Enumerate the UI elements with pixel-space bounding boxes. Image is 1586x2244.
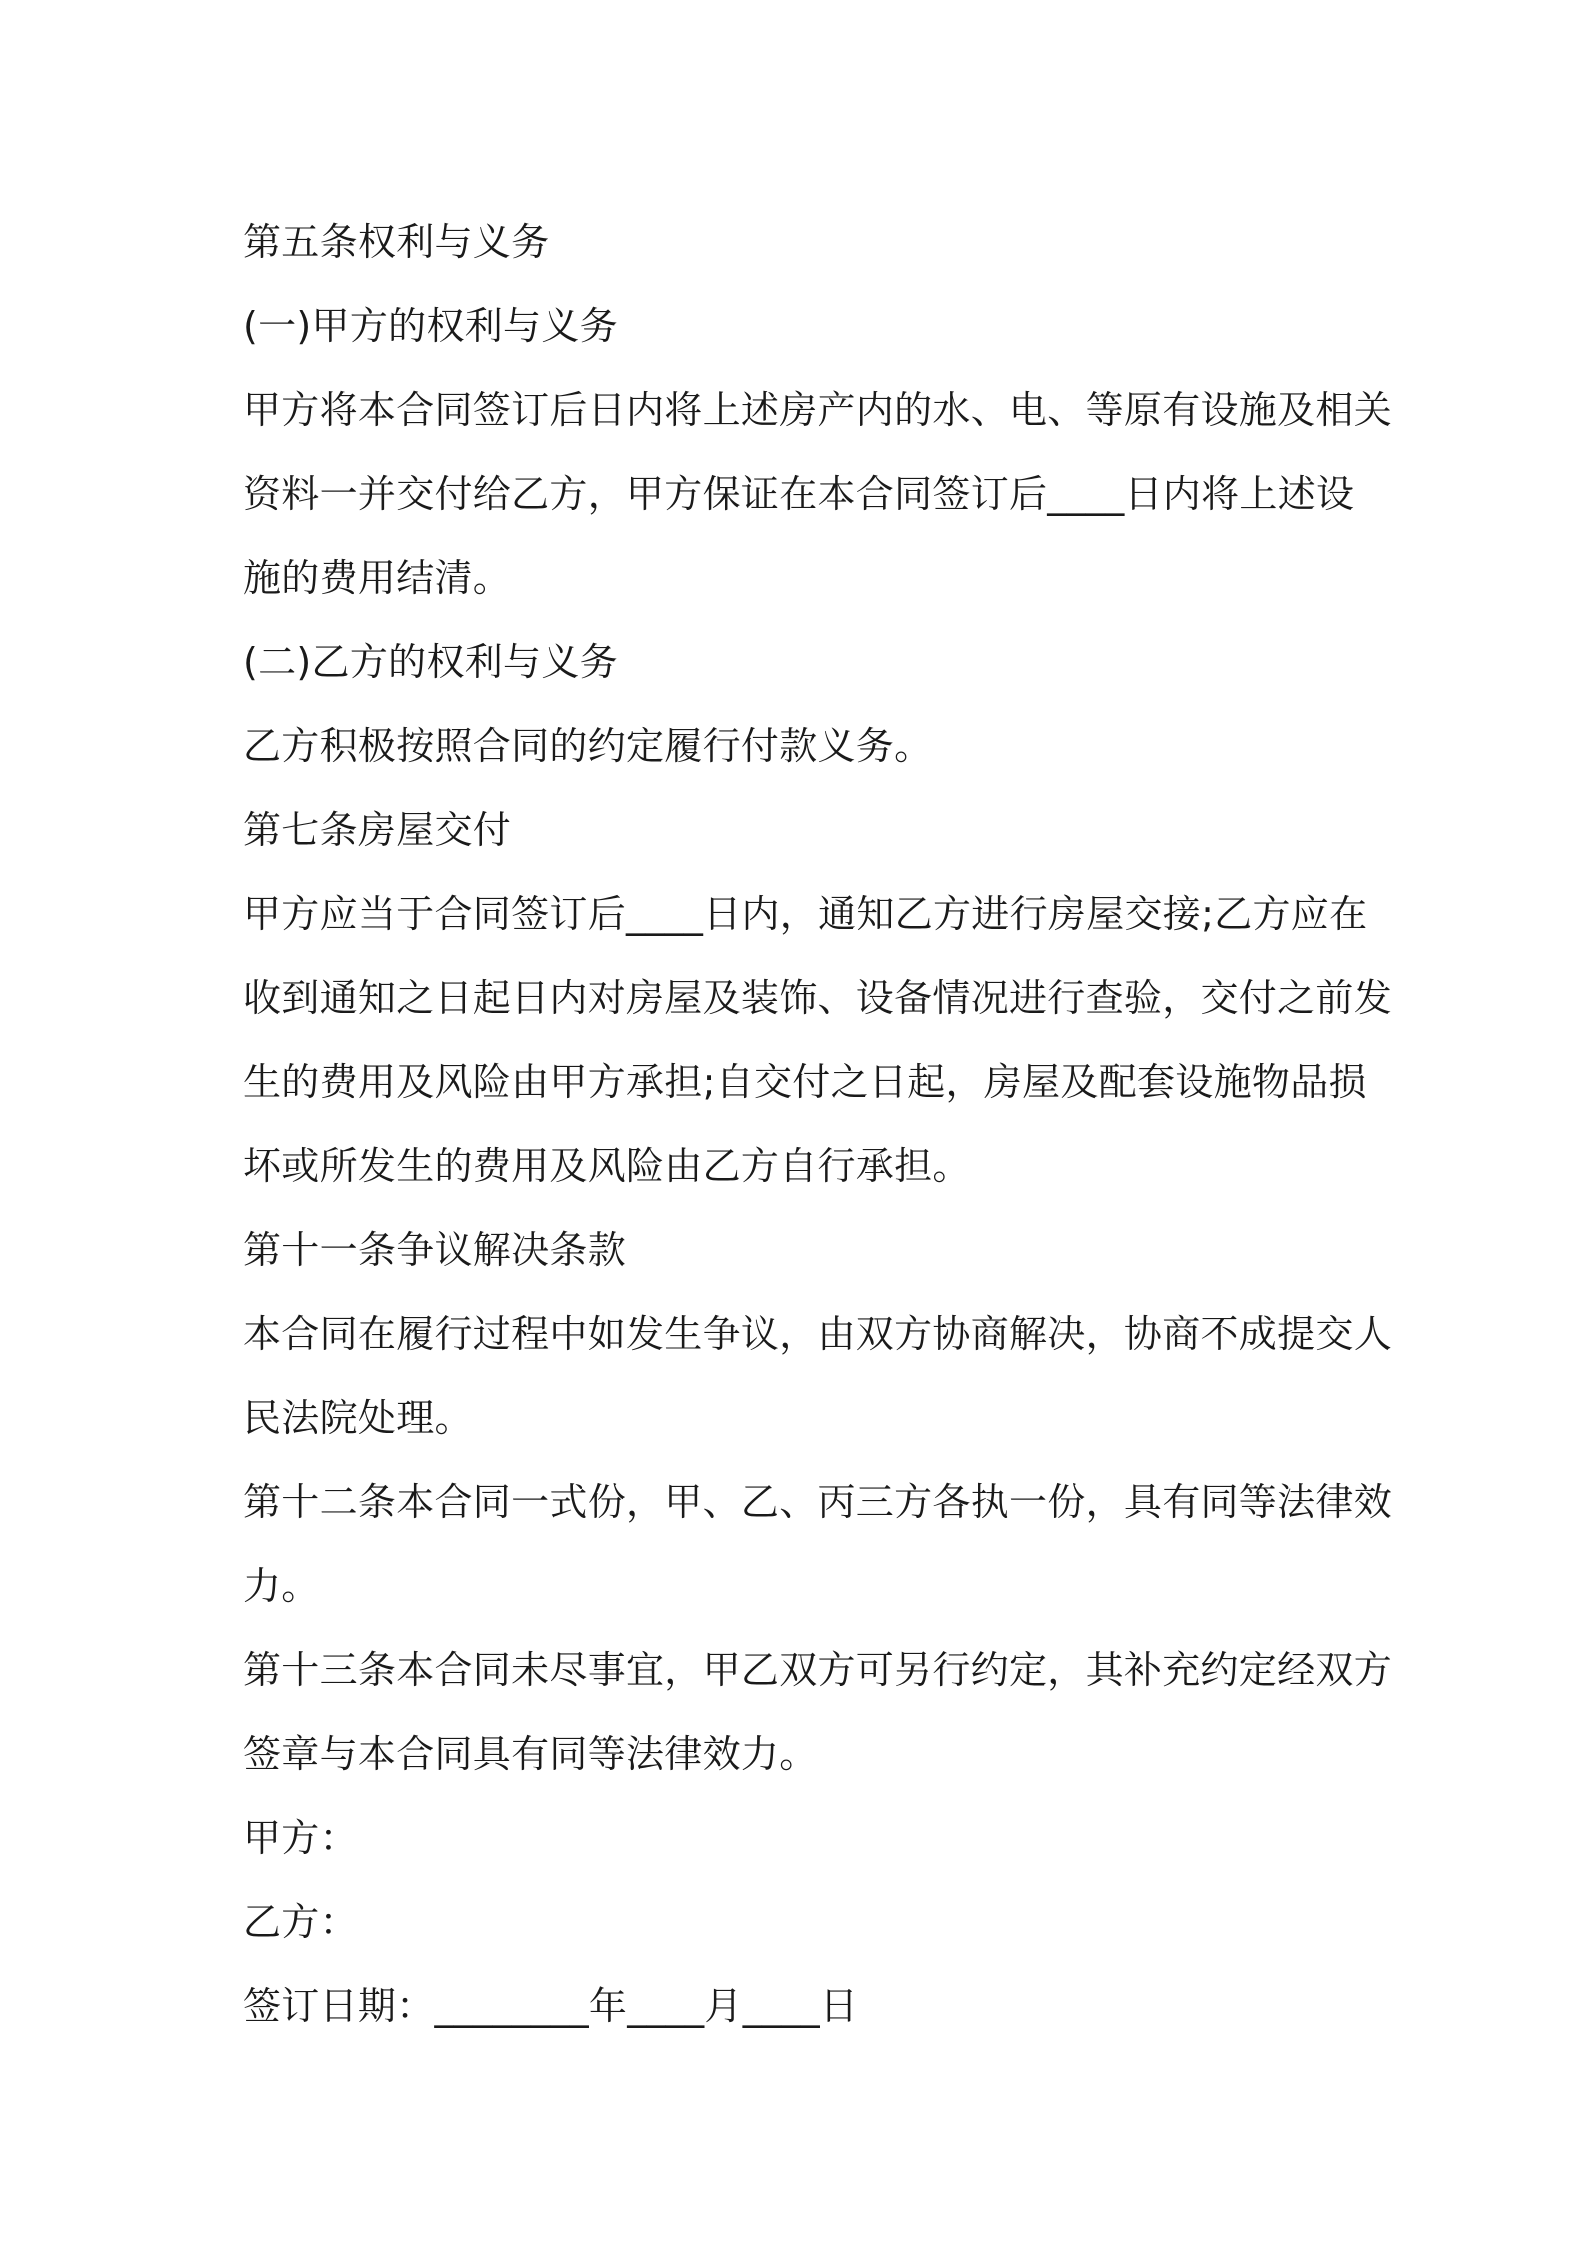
party-b-rights-heading: (二)乙方的权利与义务: [243, 640, 618, 684]
paragraph-line: 民法院处理。: [243, 1396, 473, 1440]
paragraph-line: 力。: [243, 1564, 320, 1608]
paragraph-line: 资料一并交付给乙方，甲方保证在本合同签订后____日内将上述设: [243, 472, 1355, 516]
article-11-title: 第十一条争议解决条款: [243, 1228, 627, 1272]
paragraph-line: 生的费用及风险由甲方承担;自交付之日起，房屋及配套设施物品损: [243, 1060, 1367, 1104]
sign-date: 签订日期：________年____月____日: [243, 1984, 859, 2028]
contract-page: [243, 200, 1393, 2048]
paragraph-line: 坏或所发生的费用及风险由乙方自行承担。: [243, 1144, 971, 1188]
paragraph-line: 乙方积极按照合同的约定履行付款义务。: [243, 724, 933, 768]
article-13-line: 第十三条本合同未尽事宜，甲乙双方可另行约定，其补充约定经双方: [243, 1648, 1393, 1692]
paragraph-line: 本合同在履行过程中如发生争议，由双方协商解决，协商不成提交人: [243, 1312, 1393, 1356]
paragraph-line: 签章与本合同具有同等法律效力。: [243, 1732, 818, 1776]
paragraph-line: 甲方应当于合同签订后____日内，通知乙方进行房屋交接;乙方应在: [243, 892, 1368, 936]
party-a-signature: 甲方：: [243, 1816, 358, 1860]
paragraph-line: 甲方将本合同签订后日内将上述房产内的水、电、等原有设施及相关: [243, 388, 1393, 432]
party-a-rights-heading: (一)甲方的权利与义务: [243, 304, 618, 348]
party-b-signature: 乙方：: [243, 1900, 358, 1944]
paragraph-line: 施的费用结清。: [243, 556, 512, 600]
article-7-title: 第七条房屋交付: [243, 808, 512, 852]
paragraph-line: 收到通知之日起日内对房屋及装饰、设备情况进行查验，交付之前发: [243, 976, 1393, 1020]
article-12-line: 第十二条本合同一式份，甲、乙、丙三方各执一份，具有同等法律效: [243, 1480, 1393, 1524]
article-5-title: 第五条权利与义务: [243, 220, 550, 264]
